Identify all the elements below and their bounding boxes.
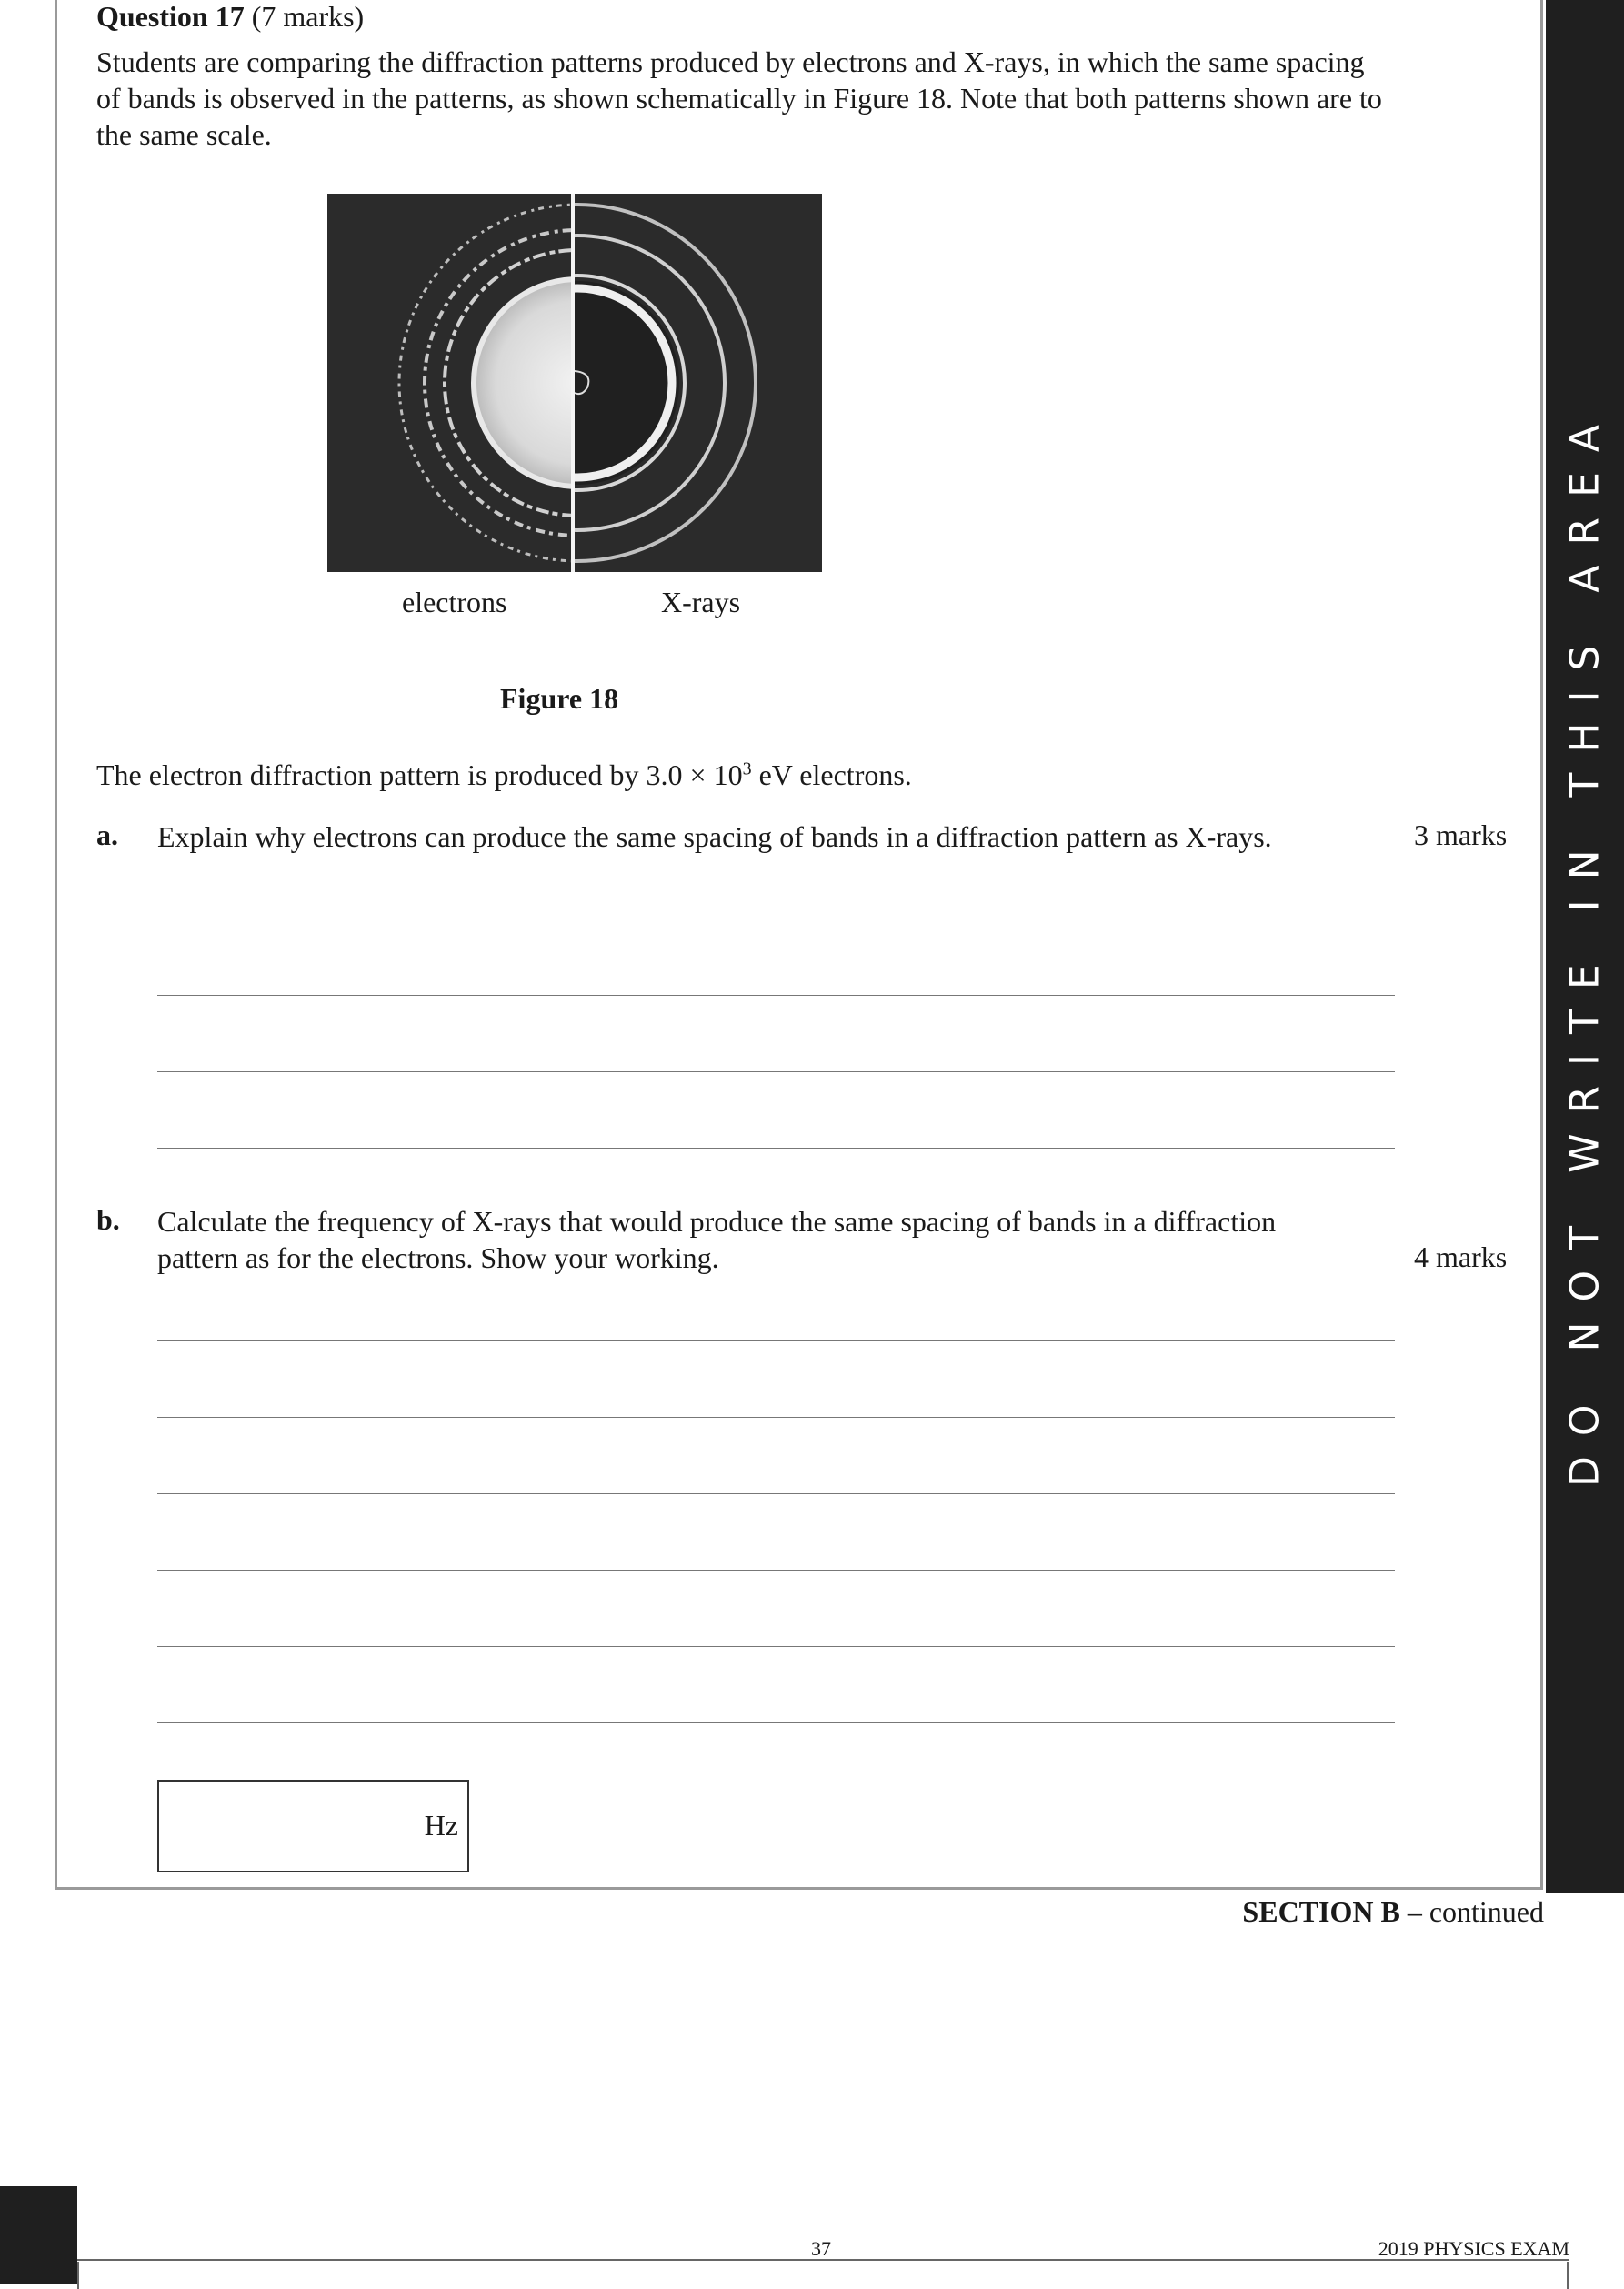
section-continued: [1242, 1895, 1544, 1929]
footer-corner-block: [0, 2186, 77, 2284]
answer-line[interactable]: [157, 1071, 1395, 1072]
answer-line[interactable]: [157, 1570, 1395, 1571]
final-answer-box[interactable]: [157, 1780, 469, 1872]
answer-unit: Hz: [424, 1809, 458, 1842]
part-b-letter: b.: [96, 1203, 120, 1236]
footer-rule: [77, 2259, 1569, 2261]
section-name: SECTION B: [1242, 1895, 1400, 1928]
answer-line[interactable]: [157, 1148, 1395, 1149]
answer-line[interactable]: [157, 1646, 1395, 1647]
footer-box: [77, 2262, 1569, 2289]
part-a-letter: a.: [96, 818, 118, 851]
stem-exponent: 3: [742, 758, 752, 779]
part-b-marks: 4 marks: [1414, 1240, 1508, 1273]
do-not-write-banner: DO NOT WRITE IN THIS AREA: [1561, 405, 1609, 1487]
question-stem: [96, 758, 912, 792]
exam-name: 2019 PHYSICS EXAM: [1378, 2237, 1569, 2260]
answer-line[interactable]: [157, 995, 1395, 996]
diffraction-figure: [327, 194, 822, 572]
page-number: 37: [811, 2237, 831, 2260]
answer-line[interactable]: [157, 1340, 1395, 1341]
stem-text-before: The electron diffraction pattern is produced by 3.0 × 10: [96, 758, 743, 791]
figure-caption: Figure 18: [500, 682, 619, 715]
question-heading: [96, 0, 364, 34]
continued-text: – continued: [1399, 1895, 1544, 1928]
part-b-text: Calculate the frequency of X-rays that would produce the same spacing of bands in a diffraction pattern as for the electrons. Show your working.: [157, 1205, 1277, 1274]
label-electrons: electrons: [402, 586, 507, 618]
diffraction-pattern-image: [327, 194, 822, 572]
question-number: Question 17: [96, 0, 245, 33]
part-a-marks: 3 marks: [1414, 818, 1508, 851]
answer-line[interactable]: [157, 1493, 1395, 1494]
question-intro: Students are comparing the diffraction patterns produced by electrons and X-rays, in which the same spacing of bands is observed in the patterns, as shown schematically in Figure 18. Note that both patterns shown are to the same scale.: [96, 45, 1382, 151]
stem-text-after: eV electrons.: [751, 758, 912, 791]
part-a-text: Explain why electrons can produce the same spacing of bands in a diffraction pattern as X-rays.: [157, 820, 1272, 853]
answer-line[interactable]: [157, 1722, 1395, 1723]
question-marks: (7 marks): [251, 0, 365, 33]
answer-line[interactable]: [157, 1417, 1395, 1418]
label-xrays: X-rays: [661, 586, 741, 618]
